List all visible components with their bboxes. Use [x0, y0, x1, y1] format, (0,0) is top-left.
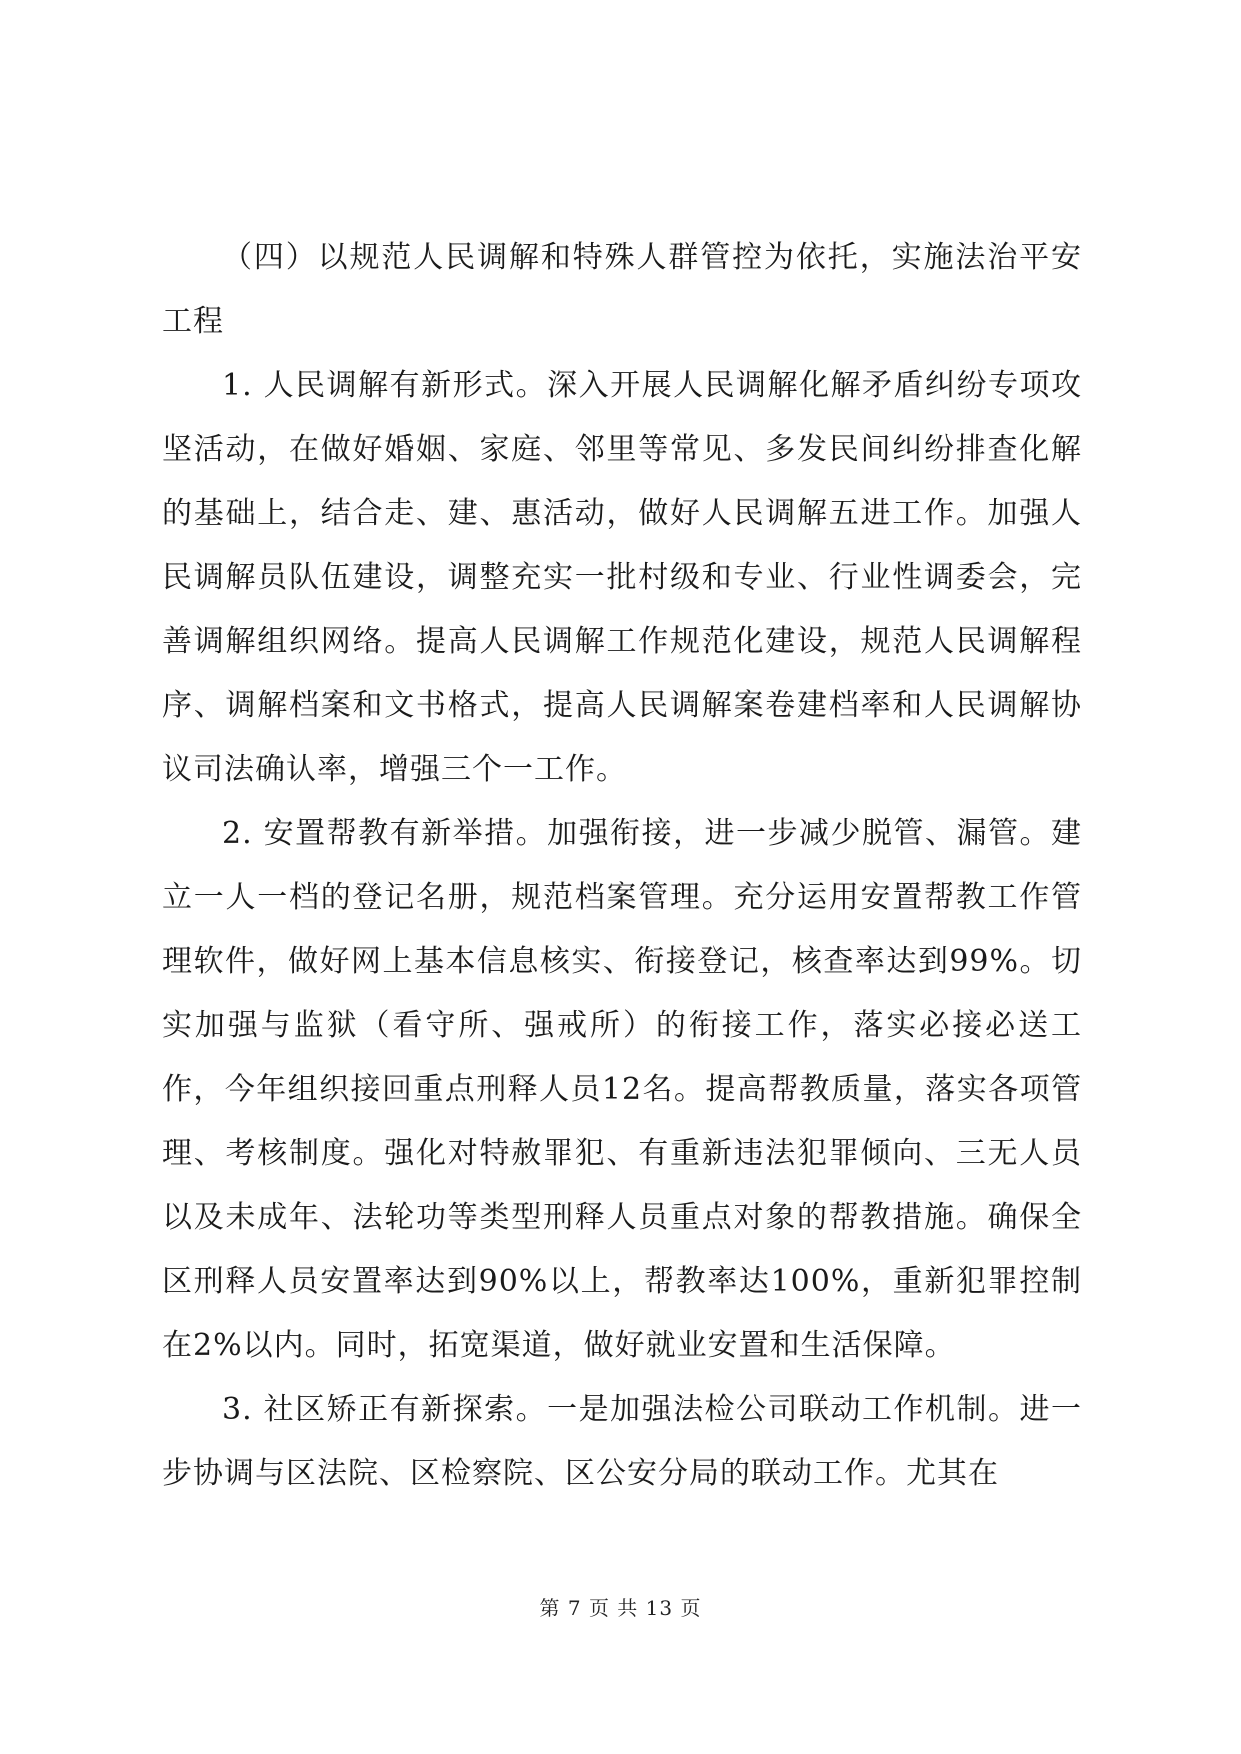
paragraph-resettlement: 2. 安置帮教有新举措。加强衔接，进一步减少脱管、漏管。建立一人一档的登记名册，规范档案管理。充分运用安置帮教工作管理软件，做好网上基本信息核实、衔接登记，核查率达到99%。切实加强与监狱（看守所、强戒所）的衔接工作，落实必接必送工作，今年组织接回重点刑释人员12名。提高帮教质量，落实各项管理、考核制度。强化对特赦罪犯、有重新违法犯罪倾向、三无人员以及未成年、法轮功等类型刑释人员重点对象的帮教措施。确保全区刑释人员安置率达到90%以上，帮教率达100%，重新犯罪控制在2%以内。同时，拓宽渠道，做好就业安置和生活保障。 — [162, 816, 1082, 1363]
section-heading: （四）以规范人民调解和特殊人群管控为依托，实施法治平安工程 — [162, 240, 1082, 339]
page-number-footer: 第 7 页 共 13 页 — [539, 1596, 702, 1620]
paragraph-community-correction: 3. 社区矫正有新探索。一是加强法检公司联动工作机制。进一步协调与区法院、区检察院、区公安分局的联动工作。尤其在 — [162, 1392, 1082, 1491]
paragraph-mediation: 1. 人民调解有新形式。深入开展人民调解化解矛盾纠纷专项攻坚活动，在做好婚姻、家庭、邻里等常见、多发民间纠纷排查化解的基础上，结合走、建、惠活动，做好人民调解五进工作。加强人民调解员队伍建设，调整充实一批村级和专业、行业性调委会，完善调解组织网络。提高人民调解工作规范化建设，规范人民调解程序、调解档案和文书格式，提高人民调解案卷建档率和人民调解协议司法确认率，增强三个一工作。 — [162, 368, 1082, 787]
document-body — [162, 226, 1082, 1506]
